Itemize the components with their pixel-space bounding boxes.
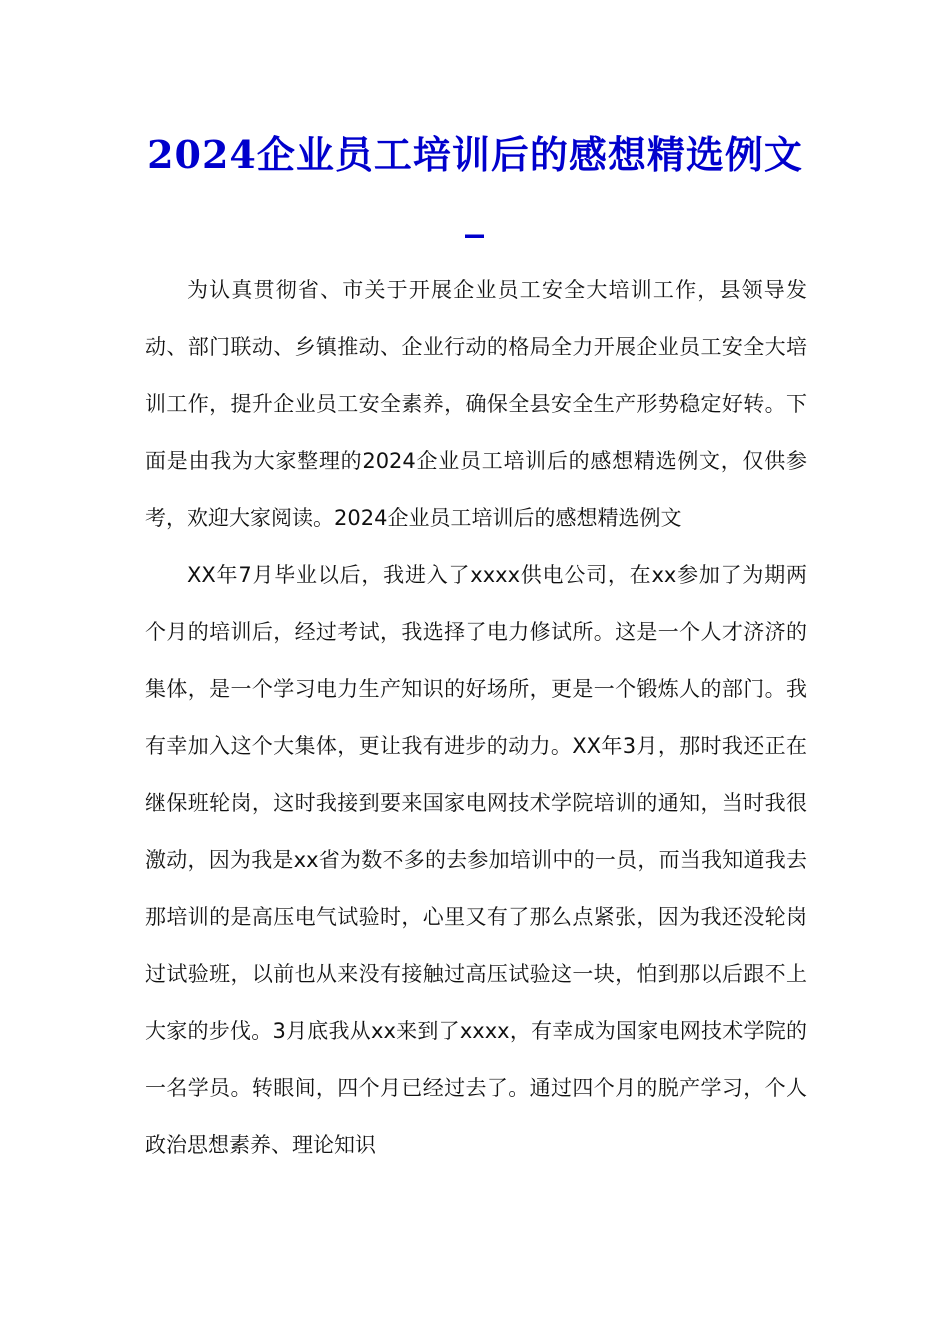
paragraph-main: XX年7月毕业以后，我进入了xxxx供电公司，在xx参加了为期两个月的培训后，经过考试，我选择了电力修试所。这是一个人才济济的集体，是一个学习电力生产知识的好场所，更是一个锻炼人的部门。我有幸加入这个大集体，更让我有进步的动力。XX年3月，那时我还正在继保班轮岗，这时我接到要来国家电网技术学院培训的通知，当时我很激动，因为我是xx省为数不多的去参加培训中的一员，而当我知道我去那培训的是高压电气试验时，心里又有了那么点紧张，因为我还没轮岗过试验班，以前也从来没有接触过高压试验这一块，怕到那以后跟不上大家的步伐。3月底我从xx来到了xxxx，有幸成为国家电网技术学院的一名学员。转眼间，四个月已经过去了。通过四个月的脱产学习，个人政治思想素养、理论知识 <box>145 563 807 1157</box>
document-body <box>145 262 807 1174</box>
paragraph-intro: 为认真贯彻省、市关于开展企业员工安全大培训工作，县领导发动、部门联动、乡镇推动、企业行动的格局全力开展企业员工安全大培训工作，提升企业员工安全素养，确保全县安全生产形势稳定好转。下面是由我为大家整理的2024企业员工培训后的感想精选例文，仅供参考，欢迎大家阅读。2024企业员工培训后的感想精选例文 <box>145 278 807 530</box>
document-title: 2024企业员工培训后的感想精选例文_ <box>147 132 803 238</box>
